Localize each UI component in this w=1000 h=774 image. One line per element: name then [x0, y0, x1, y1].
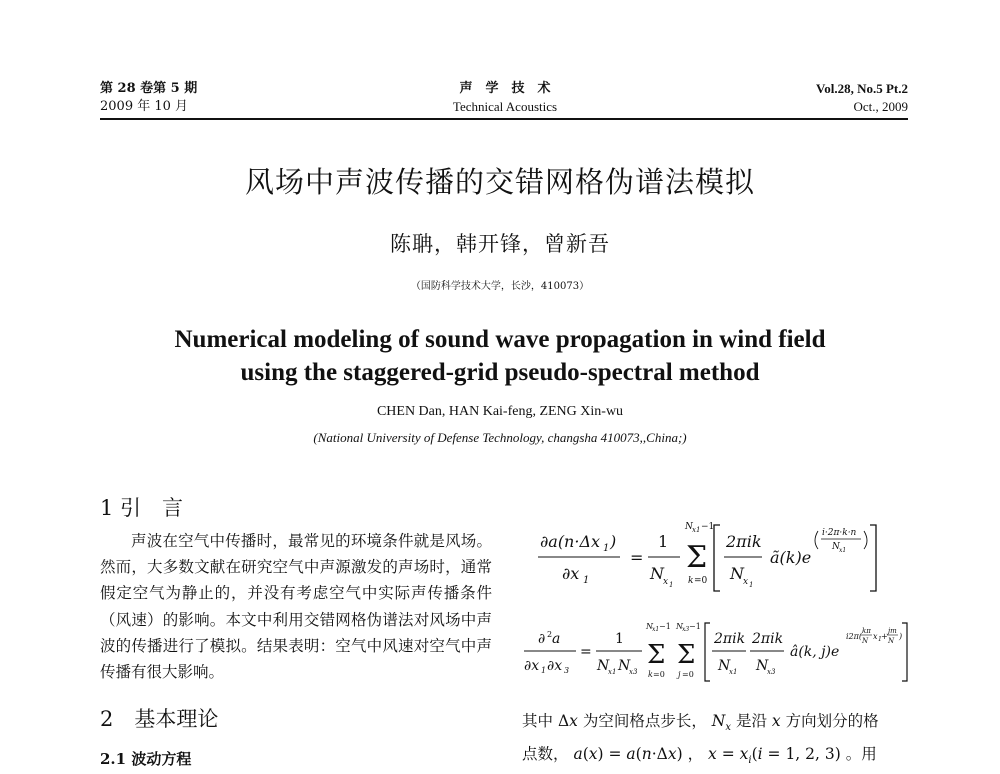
math-nx: $N_x$: [711, 712, 731, 734]
svg-text:ã(k)e: ã(k)e: [770, 548, 812, 567]
math-x: x: [771, 712, 781, 730]
svg-text:1: 1: [749, 581, 754, 589]
header-date-cn: 2009 年 10 月: [100, 99, 189, 114]
svg-text:x1: x1: [692, 526, 701, 534]
svg-text:N: N: [756, 658, 769, 674]
svg-text:Σ: Σ: [677, 640, 696, 670]
title-cn: 风场中声波传播的交错网格伪谱法模拟: [244, 165, 755, 199]
svg-text:1: 1: [541, 666, 547, 675]
svg-text:x3: x3: [767, 668, 776, 676]
svg-text:∂: ∂: [538, 631, 546, 647]
svg-text:2: 2: [547, 630, 553, 639]
equation-description-line2: [522, 741, 910, 774]
svg-text:N: N: [685, 522, 693, 532]
svg-text:k: k: [648, 670, 653, 679]
subsection-heading-wave-equation: 2.1 波动方程: [100, 750, 192, 768]
svg-text:=0: =0: [653, 670, 665, 679]
svg-text:1: 1: [658, 532, 669, 551]
header-volume-cn: 第 28 卷第 5 期: [100, 81, 198, 96]
svg-text:N: N: [718, 658, 731, 674]
svg-text:1: 1: [615, 631, 624, 647]
svg-text:3: 3: [564, 666, 570, 675]
svg-text:): ): [610, 532, 617, 551]
equation-mixed-derivative-svg: [520, 617, 910, 689]
svg-text:x1: x1: [839, 547, 847, 554]
svg-text:1: 1: [603, 543, 610, 554]
svg-text:=: =: [580, 644, 592, 660]
svg-text:−1: −1: [689, 622, 701, 631]
equation-first-derivative: [520, 515, 910, 599]
desc-text-direction: 方向划分的格: [785, 712, 879, 730]
svg-text:jm: jm: [888, 627, 897, 635]
svg-text:−1: −1: [659, 622, 671, 631]
header-rule: [100, 118, 908, 120]
svg-text:N: N: [676, 622, 683, 631]
svg-text:∂a(n·Δx: ∂a(n·Δx: [540, 532, 601, 551]
svg-text:x1: x1: [652, 626, 660, 633]
svg-text:N: N: [862, 637, 869, 645]
svg-text:x3: x3: [682, 626, 690, 633]
authors-en: CHEN Dan, HAN Kai-feng, ZENG Xin-wu: [376, 404, 624, 419]
desc-text-comma: ，: [687, 745, 704, 764]
section-heading-basic-theory: 2 基本理论: [100, 707, 219, 731]
svg-text:i2π(: i2π(: [846, 632, 863, 641]
svg-text:N: N: [888, 637, 895, 645]
desc-text-use: 。用: [845, 745, 877, 764]
title-en-line1: Numerical modeling of sound wave propagation in wind field: [174, 326, 826, 353]
header-date-en: Oct., 2009: [853, 99, 908, 114]
svg-text:â(k, j)e: â(k, j)e: [790, 644, 840, 660]
desc-text-points: 点数，: [522, 745, 569, 764]
svg-text:x1: x1: [608, 668, 617, 676]
header-journal-en: Technical Acoustics: [452, 99, 558, 114]
svg-text:): ): [899, 632, 903, 641]
svg-text:1: 1: [878, 636, 882, 643]
svg-text:N: N: [832, 542, 840, 552]
math-delta-x: Δx: [557, 712, 578, 730]
math-a-of-x: a(x) = a(n·Δx): [573, 745, 683, 764]
svg-text:1: 1: [669, 581, 674, 589]
svg-text:x: x: [873, 632, 878, 641]
desc-text-qizhong: 其中: [522, 712, 554, 730]
svg-text:∂x: ∂x: [524, 658, 540, 674]
svg-text:x: x: [663, 577, 669, 587]
svg-text:a: a: [552, 631, 561, 647]
svg-text:N: N: [597, 658, 610, 674]
equation-description-line1: [522, 708, 910, 741]
svg-text:k: k: [688, 576, 694, 586]
svg-text:N: N: [618, 658, 631, 674]
math-x-equals-xi: $x = x_i(i = 1$, 2, 3): [708, 745, 841, 767]
header-journal-cn: 声 学 技 术: [459, 81, 551, 96]
svg-text:=: =: [630, 548, 644, 567]
equation-description: [522, 708, 910, 774]
title-en-line2: using the staggered-grid pseudo-spectral method: [240, 359, 760, 386]
svg-text:2πik: 2πik: [726, 532, 762, 551]
svg-text:∂x: ∂x: [562, 564, 580, 583]
equation-first-derivative-svg: [520, 515, 910, 599]
affiliation-cn: （国防科学技术大学，长沙，410073）: [410, 281, 590, 292]
header-volume-en: Vol.28, No.5 Pt.2: [816, 81, 908, 96]
svg-text:=0: =0: [682, 670, 694, 679]
svg-text:=0: =0: [694, 576, 708, 586]
svg-text:2πik: 2πik: [752, 631, 784, 647]
intro-paragraph: 声波在空气中传播时，最常见的环境条件就是风场。然而，大多数文献在研究空气中声源激发的声场时，通常假定空气为静止的，并没有考虑空气中实际声传播条件（风速）的影响。本文中利用交错网格伪谱法对风场中声波的传播进行了模拟。结果表明：空气中风速对空气中声传播有很大影响。: [100, 532, 492, 682]
svg-text:i·2π·k·n: i·2π·k·n: [822, 528, 857, 538]
svg-text:+: +: [881, 632, 888, 641]
svg-text:2πik: 2πik: [714, 631, 746, 647]
svg-text:Σ: Σ: [686, 540, 708, 575]
svg-text:1: 1: [583, 575, 590, 586]
svg-text:x: x: [743, 577, 749, 587]
svg-text:N: N: [650, 564, 664, 583]
svg-text:j: j: [678, 670, 681, 679]
affiliation-en: (National University of Defense Technology, changsha 410073,,China;): [313, 430, 687, 445]
equation-mixed-derivative: [520, 617, 910, 689]
svg-text:x3: x3: [629, 668, 638, 676]
svg-text:−1: −1: [701, 522, 715, 532]
svg-text:∂x: ∂x: [547, 658, 563, 674]
svg-text:x1: x1: [729, 668, 738, 676]
svg-text:N: N: [646, 622, 653, 631]
svg-text:kπ: kπ: [862, 627, 871, 635]
title-en: [0, 323, 1000, 389]
svg-text:N: N: [730, 564, 744, 583]
svg-text:Σ: Σ: [647, 640, 666, 670]
section-heading-introduction: 1 引 言: [100, 496, 184, 520]
desc-text-step: 为空间格点步长，: [582, 712, 707, 730]
desc-text-along: 是沿: [735, 712, 767, 730]
authors-cn: 陈聃，韩开锋，曾新吾: [390, 232, 610, 256]
